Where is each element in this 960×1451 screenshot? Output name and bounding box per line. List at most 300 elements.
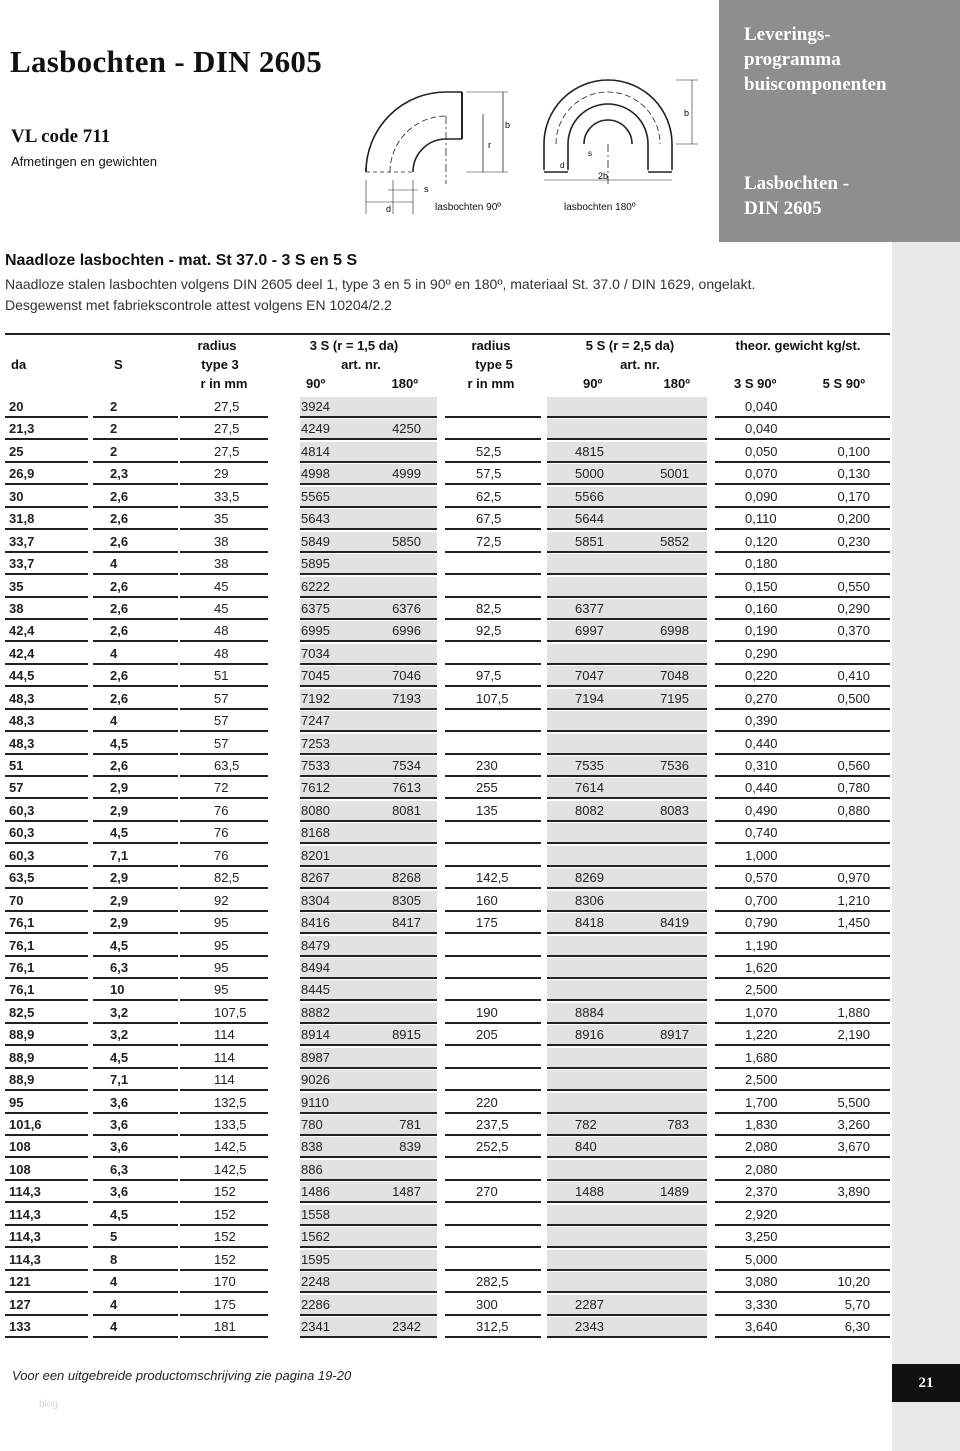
cell-weight-5s: 3,260: [837, 1117, 870, 1132]
cell-weight-box: [715, 644, 890, 665]
cell-s-box: [93, 1070, 178, 1091]
cell-5s-box: [547, 1070, 707, 1091]
col-header-3s-180: 180º: [391, 376, 418, 391]
cell-5s-90: 2343: [575, 1318, 604, 1334]
cell-weight-box: [715, 1205, 890, 1226]
cell-radius-3: 114: [214, 1049, 235, 1065]
watermark: blog: [39, 1399, 58, 1410]
cell-5s-90: 7535: [575, 758, 604, 773]
col-header-3s-90: 90º: [306, 376, 326, 391]
cell-s: 2,9: [110, 780, 129, 796]
cell-5s-box: [547, 554, 707, 575]
cell-da: 51: [9, 758, 24, 773]
cell-weight-box: [715, 980, 890, 1001]
cell-5s-90: 8082: [575, 802, 604, 818]
dim-da-label-180: d: [560, 161, 565, 170]
cell-radius-5: 237,5: [476, 1117, 509, 1132]
label-180: lasbochten 180º: [564, 202, 636, 213]
cell-s: 5: [110, 1229, 118, 1245]
cell-weight-3s: 0,310: [745, 758, 778, 773]
cell-weight-3s: 2,500: [745, 1072, 778, 1088]
cell-weight-box: [715, 823, 890, 844]
cell-weight-3s: 0,740: [745, 825, 778, 841]
cell-weight-3s: 0,440: [745, 735, 778, 751]
cell-s: 2,6: [110, 533, 129, 549]
cell-s: 2,6: [110, 623, 129, 639]
cell-da: 42,4: [9, 645, 35, 661]
cell-5s-box: [547, 891, 707, 912]
cell-s: 2,6: [110, 600, 129, 616]
table-row: [0, 577, 892, 599]
col-header-weight-5s: 5 S 90º: [822, 376, 865, 391]
col-header-type-3: type 3: [201, 357, 239, 372]
table-row: [0, 936, 892, 958]
cell-da: 95: [9, 1094, 24, 1110]
cell-da: 127: [9, 1296, 31, 1312]
cell-weight-3s: 0,270: [745, 690, 778, 706]
cell-da: 20: [9, 399, 24, 414]
cell-s-box: [93, 599, 178, 620]
cell-radius-5-box: [445, 1205, 541, 1226]
cell-weight-box: [715, 846, 890, 867]
cell-radius-5-box: [445, 1070, 541, 1091]
cell-3s-90: 8445: [301, 982, 330, 998]
table-row: [0, 419, 892, 441]
col-header-artnr-3: art. nr.: [341, 357, 381, 372]
cell-weight-3s: 0,110: [745, 511, 777, 527]
cell-5s-box: [547, 1227, 707, 1248]
sidebar-line-3: buiscomponenten: [744, 74, 887, 95]
cell-5s-box: [547, 734, 707, 755]
cell-weight-5s: 0,170: [837, 488, 870, 504]
label-90: lasbochten 90º: [435, 202, 501, 213]
cell-weight-5s: 0,970: [837, 870, 870, 886]
section-title: Naadloze lasbochten - mat. St 37.0 - 3 S en 5 S: [5, 252, 358, 269]
cell-radius-3: 114: [214, 1072, 235, 1088]
cell-da: 60,3: [9, 825, 35, 841]
section-description-2: Desgewenst met fabriekscontrole attest volgens EN 10204/2.2: [5, 297, 392, 313]
cell-radius-5-box: [445, 1048, 541, 1069]
cell-s: 7,1: [110, 1072, 129, 1088]
col-header-weight-3s: 3 S 90º: [734, 376, 777, 391]
cell-radius-5: 282,5: [476, 1274, 509, 1290]
cell-weight-box: [715, 734, 890, 755]
cell-weight-box: [715, 711, 890, 732]
cell-weight-3s: 0,490: [745, 802, 778, 818]
cell-weight-3s: 1,070: [745, 1004, 778, 1020]
cell-3s-90: 1486: [301, 1184, 330, 1200]
cell-5s-box: [547, 1003, 707, 1024]
cell-radius-5-box: [445, 846, 541, 867]
cell-3s-90: 1595: [301, 1251, 330, 1267]
cell-weight-3s: 1,700: [745, 1094, 778, 1110]
cell-5s-box: [547, 1093, 707, 1114]
table-row: [0, 1272, 892, 1294]
cell-3s-90: 8267: [301, 870, 330, 886]
cell-radius-5: 270: [476, 1184, 498, 1200]
cell-5s-box: [547, 1272, 707, 1293]
sidebar-line-5: DIN 2605: [744, 198, 822, 219]
cell-5s-box: [547, 823, 707, 844]
cell-s-box: [93, 936, 178, 957]
cell-3s-90: 8914: [301, 1027, 330, 1043]
cell-radius-3: 76: [214, 825, 229, 841]
cell-radius-3: 35: [214, 511, 229, 527]
cell-s: 2,3: [110, 466, 129, 482]
sidebar-line-4: Lasbochten -: [744, 173, 850, 194]
cell-s-box: [93, 711, 178, 732]
cell-weight-3s: 3,330: [745, 1296, 778, 1312]
cell-3s-90: 6222: [301, 578, 330, 594]
cell-weight-5s: 0,230: [837, 533, 870, 549]
cell-weight-3s: 1,830: [745, 1117, 778, 1132]
table-row: [0, 801, 892, 823]
cell-5s-90: 8418: [575, 915, 604, 931]
table-row: [0, 756, 892, 778]
cell-weight-5s: 0,500: [837, 690, 870, 706]
cell-5s-box: [547, 577, 707, 598]
table-row: [0, 1227, 892, 1249]
cell-da: 133: [9, 1318, 31, 1334]
cell-s: 4,5: [110, 1049, 129, 1065]
cell-s-box: [93, 1317, 178, 1338]
cell-weight-3s: 0,570: [745, 870, 778, 886]
cell-weight-3s: 0,040: [745, 421, 778, 437]
cell-s-box: [93, 868, 178, 889]
cell-s-box: [93, 666, 178, 687]
cell-radius-3: 142,5: [214, 1161, 247, 1177]
vl-code: VL code 711: [11, 126, 111, 147]
cell-weight-5s: 0,370: [837, 623, 870, 639]
cell-weight-3s: 5,000: [745, 1251, 778, 1267]
table-row: [0, 464, 892, 486]
cell-radius-3: 95: [214, 937, 229, 953]
cell-5s-box: [547, 442, 707, 463]
cell-radius-5: 255: [476, 780, 498, 796]
table-row: [0, 1137, 892, 1159]
cell-3s-180: 4999: [392, 466, 421, 482]
cell-weight-3s: 1,620: [745, 959, 778, 975]
cell-s-box: [93, 1272, 178, 1293]
cell-s-box: [93, 487, 178, 508]
cell-radius-3: 27,5: [214, 399, 240, 414]
cell-weight-3s: 0,190: [745, 623, 778, 639]
cell-s: 4,5: [110, 937, 129, 953]
cell-3s-90: 8416: [301, 915, 330, 931]
cell-s: 4: [110, 1318, 118, 1334]
dim-da-label: d: [386, 204, 392, 214]
cell-radius-3: 27,5: [214, 443, 240, 459]
cell-5s-180: 5001: [660, 466, 689, 482]
cell-radius-3: 152: [214, 1251, 236, 1267]
cell-5s-box: [547, 868, 707, 889]
cell-3s-90: 7533: [301, 758, 330, 773]
cell-5s-box: [547, 1048, 707, 1069]
cell-radius-5: 92,5: [476, 623, 502, 639]
cell-3s-90: 1558: [301, 1206, 330, 1222]
cell-5s-180: 7195: [660, 690, 689, 706]
cell-radius-5: 300: [476, 1296, 498, 1312]
table-row: [0, 734, 892, 756]
cell-da: 33,7: [9, 533, 35, 549]
cell-3s-90: 8168: [301, 825, 330, 841]
table-row: [0, 532, 892, 554]
table-row: [0, 1025, 892, 1047]
cell-3s-90: 9026: [301, 1072, 330, 1088]
cell-weight-3s: 0,440: [745, 780, 778, 796]
cell-radius-5: 142,5: [476, 870, 509, 886]
cell-3s-90: 4249: [301, 421, 330, 437]
cell-5s-box: [547, 778, 707, 799]
cell-weight-5s: 0,880: [837, 802, 870, 818]
cell-radius-5: 67,5: [476, 511, 502, 527]
cell-3s-90: 8201: [301, 847, 330, 863]
cell-radius-3: 114: [214, 1027, 235, 1043]
cell-s: 3,2: [110, 1027, 129, 1043]
cell-radius-3: 95: [214, 915, 229, 931]
cell-3s-90: 8987: [301, 1049, 330, 1065]
cell-3s-180: 1487: [392, 1184, 421, 1200]
cell-radius-3: 48: [214, 623, 229, 639]
cell-radius-5-box: [445, 554, 541, 575]
cell-3s-180: 8417: [392, 915, 421, 931]
cell-3s-90: 7034: [301, 645, 330, 661]
cell-s: 2,9: [110, 892, 129, 908]
cell-weight-3s: 0,790: [745, 915, 778, 931]
cell-3s-90: 2248: [301, 1274, 330, 1290]
cell-s: 2: [110, 399, 118, 414]
cell-s-box: [93, 554, 178, 575]
cell-radius-5-box: [445, 577, 541, 598]
cell-radius-5-box: [445, 397, 541, 418]
cell-s-box: [93, 621, 178, 642]
cell-3s-90: 9110: [301, 1094, 329, 1110]
right-margin-strip: [892, 242, 960, 1451]
table-row: [0, 980, 892, 1002]
cell-5s-90: 1488: [575, 1184, 604, 1200]
cell-da: 44,5: [9, 668, 35, 684]
dim-b-label-180: b: [684, 108, 690, 118]
cell-radius-3: 38: [214, 533, 229, 549]
cell-5s-box: [547, 1295, 707, 1316]
cell-radius-3: 57: [214, 690, 229, 706]
cell-s: 4,5: [110, 1206, 129, 1222]
cell-radius-5: 97,5: [476, 668, 502, 684]
cell-3s-180: 8915: [392, 1027, 421, 1043]
cell-radius-5: 252,5: [476, 1139, 509, 1155]
cell-s: 3,6: [110, 1184, 129, 1200]
cell-radius-3: 57: [214, 735, 229, 751]
cell-radius-5: 160: [476, 892, 498, 908]
cell-5s-box: [547, 846, 707, 867]
cell-radius-5: 52,5: [476, 443, 502, 459]
cell-s-box: [93, 1137, 178, 1158]
cell-da: 25: [9, 443, 24, 459]
cell-weight-5s: 0,100: [837, 443, 870, 459]
cell-5s-180: 5852: [660, 533, 689, 549]
col-header-s: S: [114, 357, 123, 372]
cell-s-box: [93, 1160, 178, 1181]
cell-radius-5: 135: [476, 802, 498, 818]
cell-3s-90: 8494: [301, 959, 330, 975]
section-description-1: Naadloze stalen lasbochten volgens DIN 2605 deel 1, type 3 en 5 in 90º en 180º, materiaal St. 37.0 / DIN 1629, ongelakt.: [5, 276, 756, 292]
cell-5s-box: [547, 1137, 707, 1158]
cell-weight-box: [715, 936, 890, 957]
sidebar-panel: [719, 0, 960, 242]
cell-s-box: [93, 778, 178, 799]
cell-weight-5s: 1,210: [837, 892, 870, 908]
cell-da: 82,5: [9, 1004, 35, 1020]
cell-radius-3: 51: [214, 668, 229, 684]
cell-5s-box: [547, 958, 707, 979]
cell-da: 31,8: [9, 511, 35, 527]
technical-drawing: [358, 72, 703, 225]
cell-s: 2,6: [110, 511, 129, 527]
cell-3s-180: 7534: [392, 758, 421, 773]
cell-s-box: [93, 1205, 178, 1226]
cell-s: 2,9: [110, 802, 129, 818]
cell-5s-box: [547, 711, 707, 732]
cell-da: 26,9: [9, 466, 35, 482]
col-header-5s: 5 S (r = 2,5 da): [585, 338, 675, 353]
cell-5s-90: 2287: [575, 1296, 604, 1312]
cell-3s-90: 7045: [301, 668, 330, 684]
cell-radius-5-box: [445, 711, 541, 732]
cell-weight-5s: 5,500: [837, 1094, 870, 1110]
cell-3s-90: 2341: [301, 1318, 330, 1334]
cell-3s-90: 7253: [301, 735, 330, 751]
cell-s: 8: [110, 1251, 118, 1267]
table-row: [0, 621, 892, 643]
cell-5s-180: 6998: [660, 623, 689, 639]
cell-5s-90: 8884: [575, 1004, 604, 1020]
cell-s-box: [93, 442, 178, 463]
col-header-rmm-3: r in mm: [200, 376, 248, 391]
cell-3s-180: 781: [399, 1117, 421, 1132]
col-header-5s-90: 90º: [583, 376, 603, 391]
cell-s: 2,6: [110, 668, 129, 684]
cell-weight-3s: 2,920: [745, 1206, 778, 1222]
cell-s: 6,3: [110, 1161, 129, 1177]
cell-weight-3s: 0,160: [745, 600, 778, 616]
cell-s: 2: [110, 443, 118, 459]
cell-da: 63,5: [9, 870, 35, 886]
cell-da: 88,9: [9, 1072, 35, 1088]
cell-weight-5s: 5,70: [844, 1296, 870, 1312]
col-header-artnr-5: art. nr.: [620, 357, 660, 372]
dim-s-label: s: [424, 184, 429, 194]
cell-5s-180: 8419: [660, 915, 689, 931]
cell-weight-3s: 0,290: [745, 645, 778, 661]
cell-weight-5s: 1,450: [837, 915, 870, 931]
cell-s-box: [93, 577, 178, 598]
cell-5s-box: [547, 1250, 707, 1271]
cell-da: 70: [9, 892, 24, 908]
cell-3s-90: 8882: [301, 1004, 330, 1020]
cell-3s-180: 6376: [392, 600, 421, 616]
cell-5s-90: 782: [575, 1117, 597, 1132]
col-header-radius-3: radius: [197, 338, 237, 353]
cell-radius-3: 95: [214, 959, 229, 975]
cell-radius-5-box: [445, 644, 541, 665]
cell-3s-90: 6995: [301, 623, 330, 639]
cell-weight-3s: 2,500: [745, 982, 778, 998]
cell-s: 4: [110, 713, 118, 729]
cell-radius-5: 230: [476, 758, 498, 773]
cell-s-box: [93, 913, 178, 934]
cell-radius-3: 63,5: [214, 758, 240, 773]
cell-s: 2,9: [110, 915, 129, 931]
dim-2b-label: 2b: [598, 171, 609, 181]
cell-3s-90: 3924: [301, 399, 330, 414]
cell-5s-90: 5644: [575, 511, 604, 527]
cell-da: 121: [9, 1274, 31, 1290]
cell-weight-5s: 3,890: [837, 1184, 870, 1200]
cell-weight-3s: 3,640: [745, 1318, 778, 1334]
cell-5s-box: [547, 644, 707, 665]
cell-3s-90: 7247: [301, 713, 330, 729]
cell-weight-5s: 0,550: [837, 578, 870, 594]
cell-radius-3: 38: [214, 556, 229, 572]
table-row: [0, 913, 892, 935]
cell-radius-5-box: [445, 958, 541, 979]
cell-5s-box: [547, 487, 707, 508]
page-number: 21: [892, 1364, 960, 1402]
cell-3s-90: 7612: [301, 780, 330, 796]
cell-radius-3: 95: [214, 982, 229, 998]
cell-da: 76,1: [9, 959, 35, 975]
cell-3s-180: 8305: [392, 892, 421, 908]
cell-da: 60,3: [9, 847, 35, 863]
cell-3s-90: 6375: [301, 600, 330, 616]
cell-radius-5-box: [445, 936, 541, 957]
cell-weight-5s: 3,670: [837, 1139, 870, 1155]
cell-weight-5s: 2,190: [837, 1027, 870, 1043]
cell-da: 114,3: [9, 1251, 41, 1267]
cell-weight-3s: 0,700: [745, 892, 778, 908]
table-row: [0, 397, 892, 419]
cell-weight-5s: 0,410: [837, 668, 870, 684]
cell-3s-90: 7192: [301, 690, 330, 706]
cell-s-box: [93, 1025, 178, 1046]
cell-radius-3: 45: [214, 578, 229, 594]
cell-weight-3s: 0,390: [745, 713, 778, 729]
cell-s-box: [93, 801, 178, 822]
cell-weight-5s: 0,780: [837, 780, 870, 796]
cell-s: 3,6: [110, 1094, 129, 1110]
cell-s-box: [93, 1115, 178, 1136]
cell-3s-90: 1562: [301, 1229, 330, 1245]
cell-3s-90: 8479: [301, 937, 330, 953]
table-row: [0, 1182, 892, 1204]
cell-3s-180: 2342: [392, 1318, 421, 1334]
cell-5s-180: 783: [667, 1117, 689, 1132]
cell-3s-90: 5849: [301, 533, 330, 549]
cell-da: 57: [9, 780, 24, 796]
cell-weight-3s: 0,120: [745, 533, 778, 549]
cell-s-box: [93, 1093, 178, 1114]
cell-radius-3: 29: [214, 466, 229, 482]
table-row: [0, 644, 892, 666]
cell-da: 35: [9, 578, 24, 594]
cell-weight-3s: 2,370: [745, 1184, 778, 1200]
cell-radius-5-box: [445, 1160, 541, 1181]
cell-5s-90: 6377: [575, 600, 604, 616]
cell-da: 48,3: [9, 735, 35, 751]
cell-radius-3: 152: [214, 1184, 236, 1200]
cell-5s-90: 4815: [575, 443, 604, 459]
cell-weight-box: [715, 1160, 890, 1181]
